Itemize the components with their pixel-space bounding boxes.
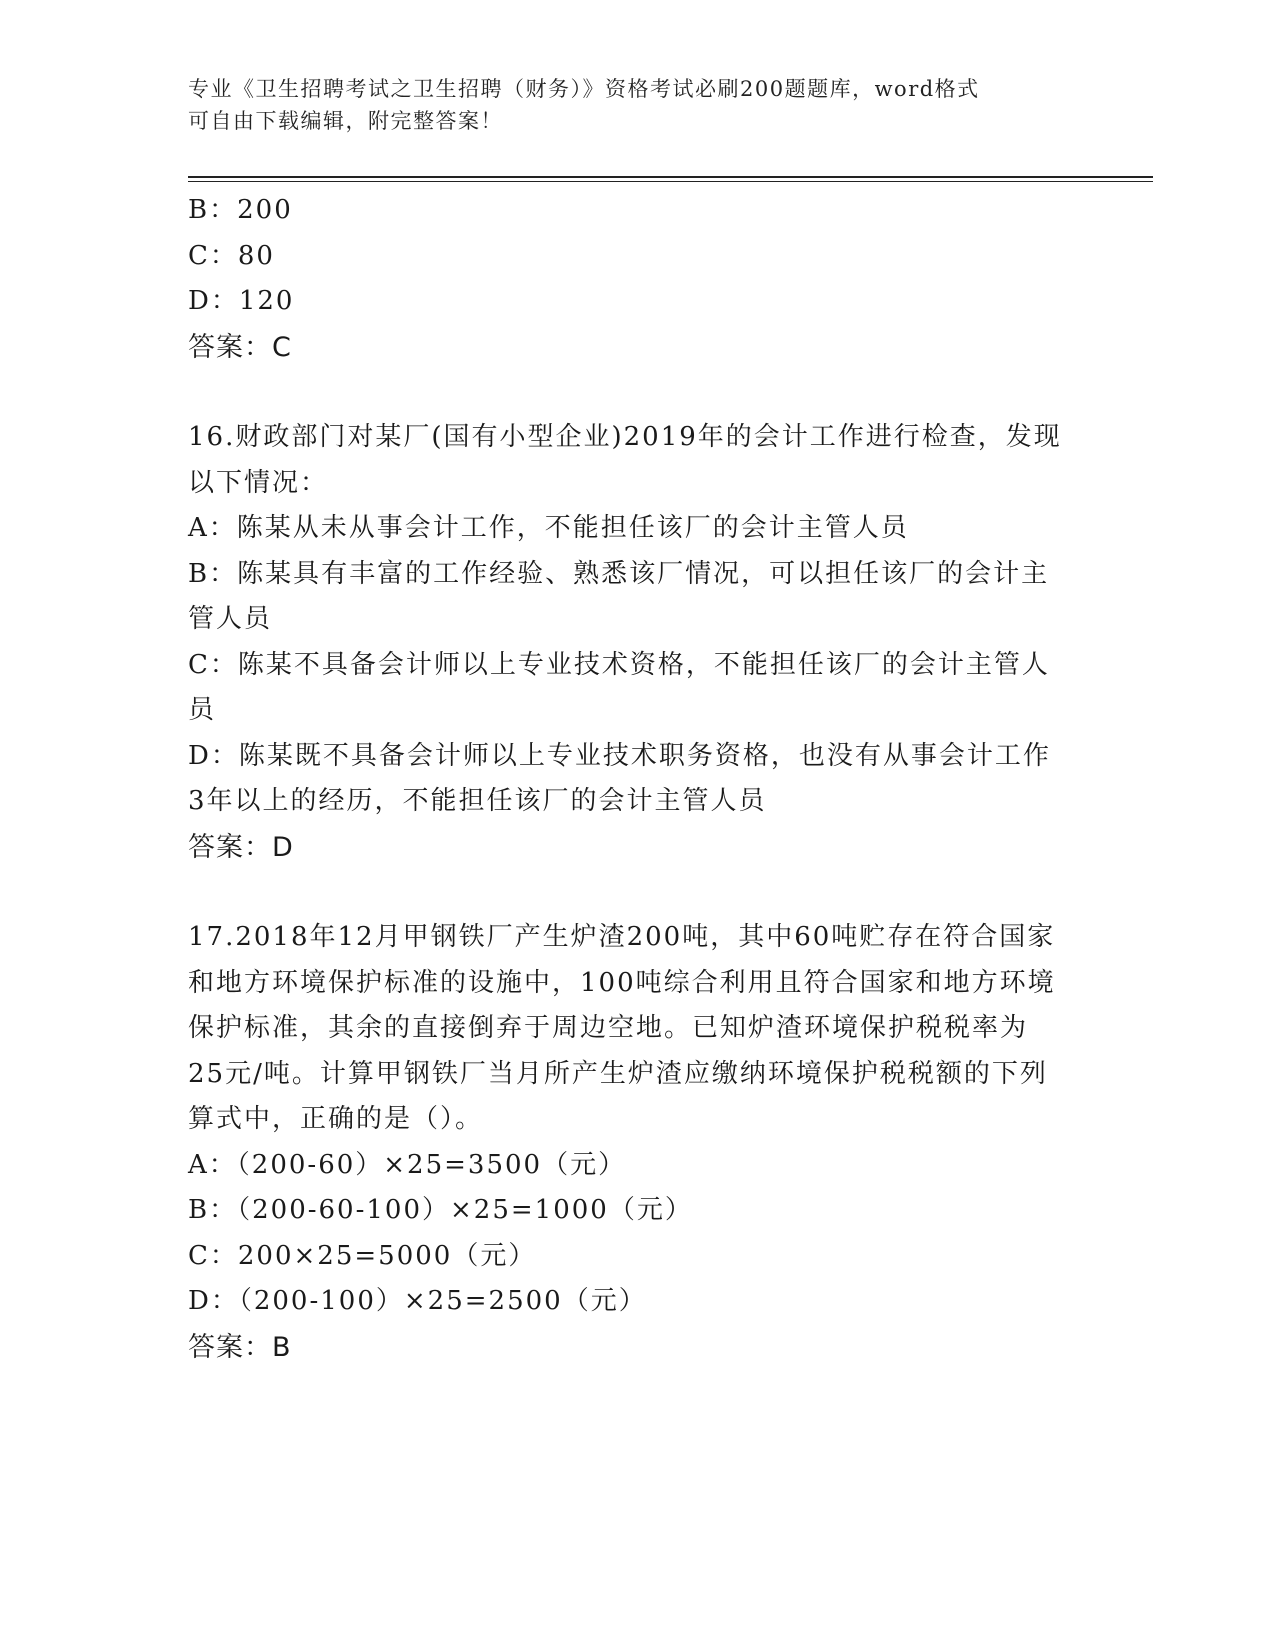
question-17-text-line-1: 17.2018年12月甲钢铁厂产生炉渣200吨，其中60吨贮存在符合国家 xyxy=(188,922,1056,952)
question-17-text-line-3: 保护标准，其余的直接倒弃于周边空地。已知炉渣环境保护税税率为 xyxy=(188,1013,1029,1043)
question-content xyxy=(188,188,1088,1370)
option-c: C：陈某不具备会计师以上专业技术资格，不能担任该厂的会计主管人 xyxy=(188,649,1050,680)
question-17-block xyxy=(188,915,1088,1370)
option-b: B：200 xyxy=(188,195,293,225)
document-header xyxy=(188,73,1088,137)
header-title-line-1: 专业《卫生招聘考试之卫生招聘（财务）》资格考试必刷200题题库，word格式 xyxy=(188,77,980,101)
option-b: B：陈某具有丰富的工作经验、熟悉该厂情况，可以担任该厂的会计主 xyxy=(188,558,1050,589)
prev-question-block xyxy=(188,188,1088,370)
header-title-line-2: 可自由下载编辑，附完整答案！ xyxy=(188,109,503,133)
answer-line: 答案：C xyxy=(188,331,292,363)
option-b-continued: 管人员 xyxy=(188,604,273,634)
question-16-text-line-1: 16.财政部门对某厂(国有小型企业)2019年的会计工作进行检查，发现 xyxy=(188,422,1062,452)
option-a: A：（200-60）×25=3500（元） xyxy=(188,1149,627,1180)
option-d: D：（200-100）×25=2500（元） xyxy=(188,1286,647,1316)
header-divider-thin xyxy=(188,181,1153,182)
option-a: A：陈某从未从事会计工作，不能担任该厂的会计主管人员 xyxy=(188,513,909,543)
question-17-text-line-2: 和地方环境保护标准的设施中，100吨综合利用且符合国家和地方环境 xyxy=(188,967,1056,998)
option-d: D：120 xyxy=(188,286,295,316)
spacer xyxy=(188,370,1088,415)
answer-line: 答案：D xyxy=(188,831,294,863)
spacer xyxy=(188,870,1088,915)
option-c: C：80 xyxy=(188,240,275,271)
option-c-continued: 员 xyxy=(188,695,217,725)
option-c: C：200×25=5000（元） xyxy=(188,1240,537,1271)
question-17-text-line-5: 算式中，正确的是（）。 xyxy=(188,1104,484,1134)
option-d: D：陈某既不具备会计师以上专业技术职务资格，也没有从事会计工作 xyxy=(188,740,1051,771)
option-d-continued: 3年以上的经历，不能担任该厂的会计主管人员 xyxy=(188,786,767,816)
question-17-text-line-4: 25元/吨。计算甲钢铁厂当月所产生炉渣应缴纳环境保护税税额的下列 xyxy=(188,1058,1048,1089)
question-16-block xyxy=(188,415,1088,870)
question-16-text-line-2: 以下情况： xyxy=(188,467,329,498)
option-b: B：（200-60-100）×25=1000（元） xyxy=(188,1195,693,1225)
answer-line: 答案：B xyxy=(188,1331,292,1363)
header-divider-thick xyxy=(188,176,1153,178)
